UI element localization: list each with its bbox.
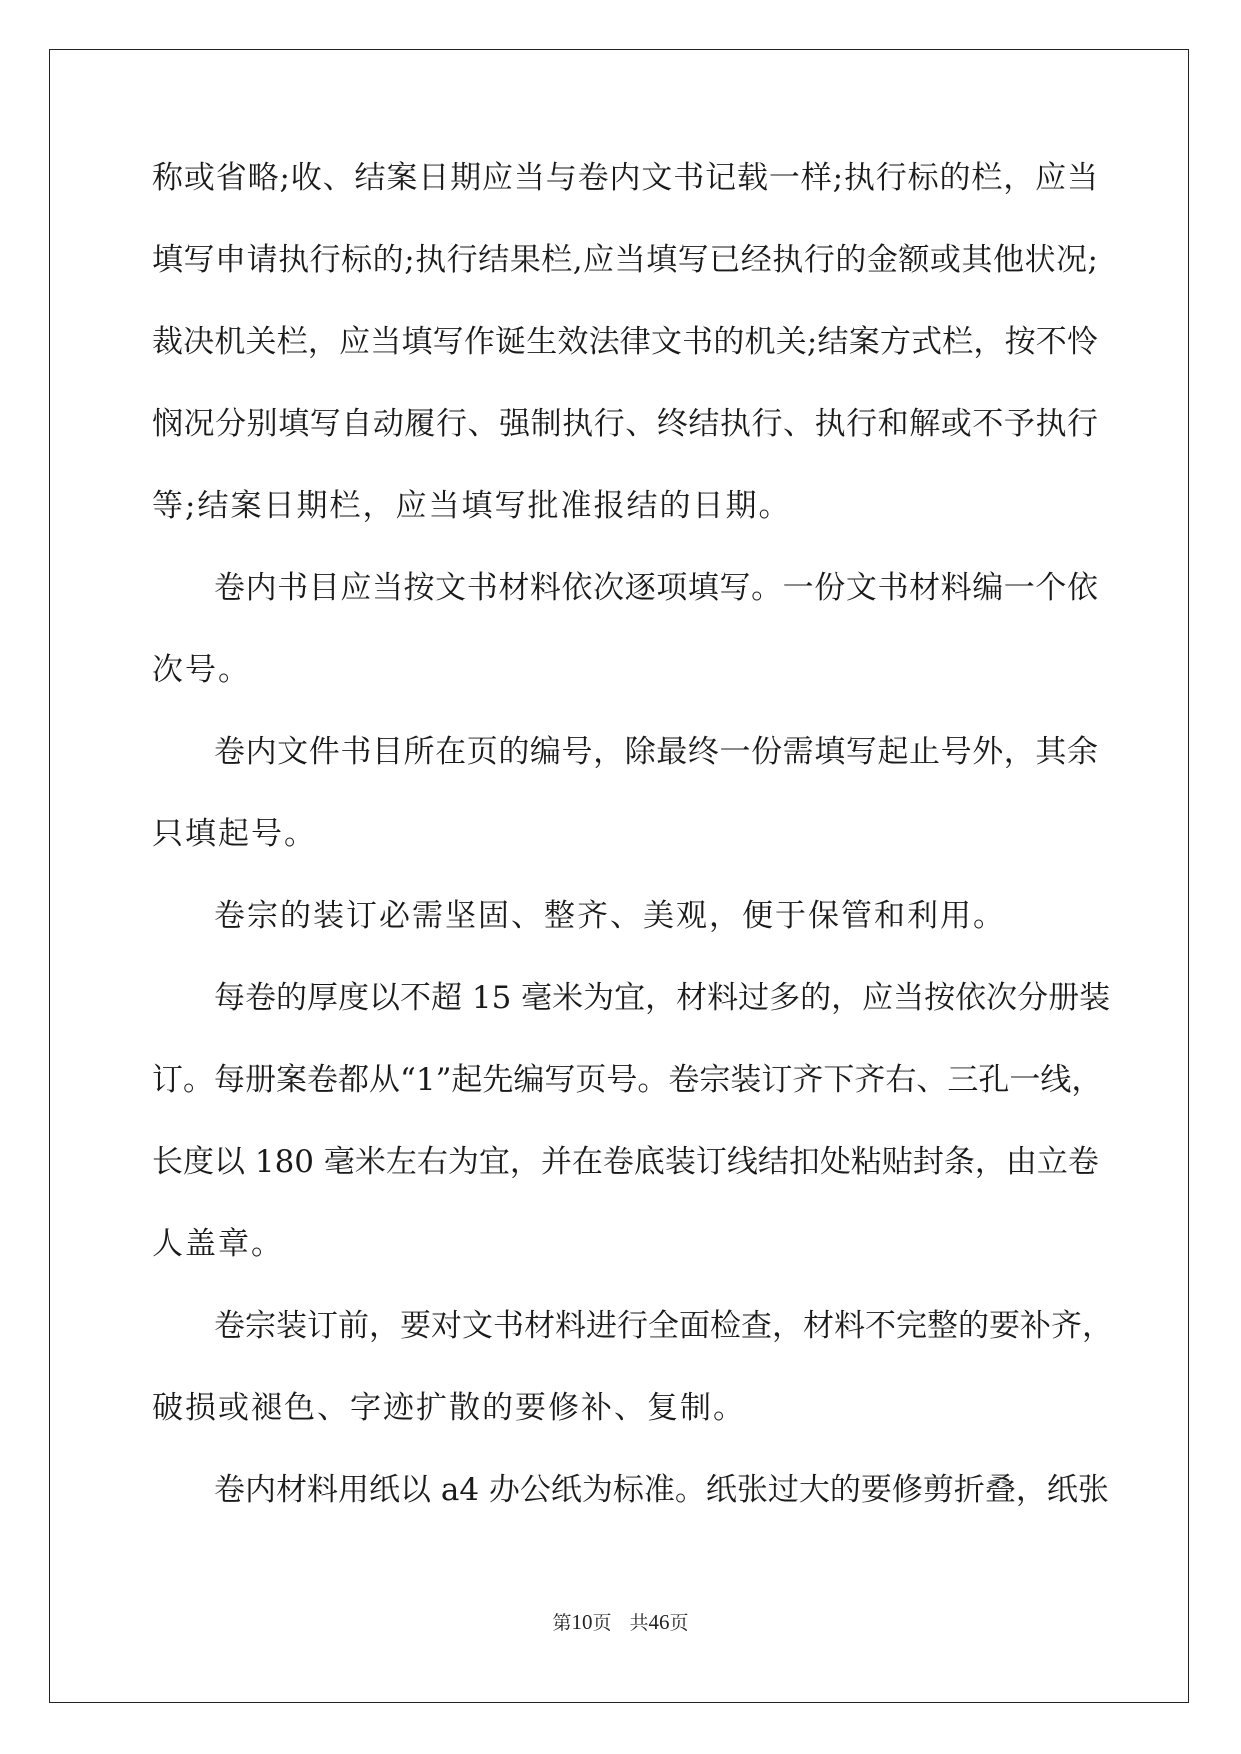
paragraph-start-line: 卷内书目应当按文书材料依次逐项填写。一份文书材料编一个依 [214,570,1098,606]
text-line: 次号。 [152,652,251,688]
total-unit: 页 [669,1612,689,1634]
text-line: 订。每册案卷都从“1”起先编写页号。卷宗装订齐下齐右、三孔一线， [152,1062,1103,1098]
text-line: 长度以 180 毫米左右为宜，并在卷底装订线结扣处粘贴封条，由立卷 [152,1144,1099,1180]
paragraph-start-line: 卷内文件书目所在页的编号，除最终一份需填写起止号外，其余 [214,734,1098,770]
text-line: 悯况分别填写自动履行、强制执行、终结执行、执行和解或不予执行 [152,406,1098,442]
text-line: 等;结案日期栏，应当填写批准报结的日期。 [152,488,792,524]
paragraph-start-line: 卷宗装订前，要对文书材料进行全面检查，材料不完整的要补齐， [214,1308,1113,1344]
current-page-number: 10 [571,1610,593,1634]
page-footer [0,1610,1241,1635]
text-line: 称或省略;收、结案日期应当与卷内文书记载一样;执行标的栏，应当 [152,160,1098,196]
paragraph-start-line: 卷内材料用纸以 a4 办公纸为标准。纸张过大的要修剪折叠，纸张 [214,1472,1109,1508]
page-prefix: 第 [552,1612,572,1634]
total-page-number: 46 [648,1610,670,1634]
page-unit: 页 [592,1612,612,1634]
paragraph-start-line: 卷宗的装订必需坚固、整齐、美观，便于保管和利用。 [214,898,1006,934]
text-line: 填写申请执行标的;执行结果栏,应当填写已经执行的金额或其他状况; [152,242,1098,278]
paragraph-start-line: 每卷的厚度以不超 15 毫米为宜，材料过多的，应当按依次分册装 [214,980,1111,1016]
text-line: 裁决机关栏，应当填写作诞生效法律文书的机关;结案方式栏，按不怜 [152,324,1098,360]
total-prefix: 共 [629,1612,649,1634]
document-body [152,156,1113,1550]
text-line: 人盖章。 [152,1226,284,1262]
text-line: 只填起号。 [152,816,317,852]
text-line: 破损或褪色、字迹扩散的要修补、复制。 [152,1390,746,1426]
